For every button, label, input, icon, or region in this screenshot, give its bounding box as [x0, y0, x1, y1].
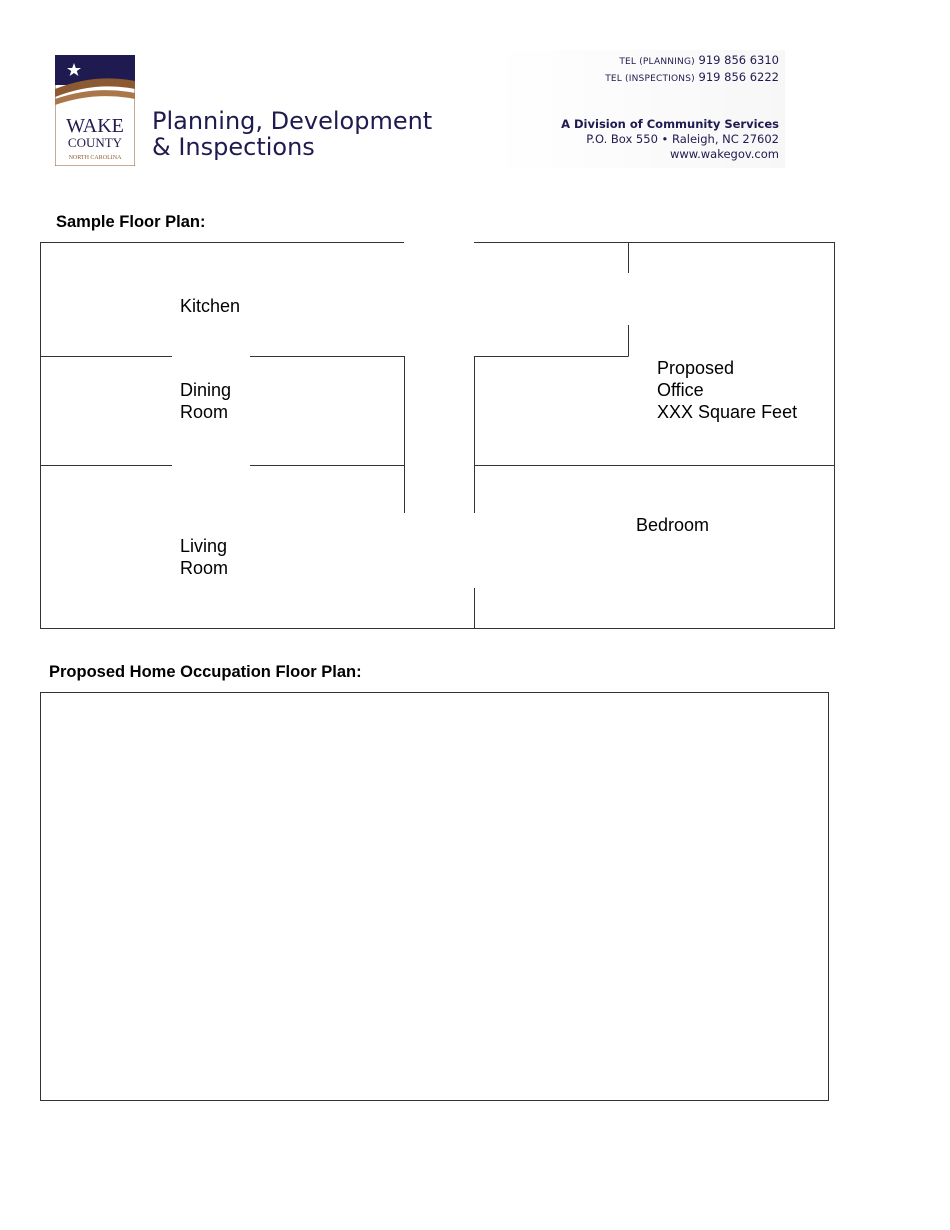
phone-inspections-label: TEL (INSPECTIONS) — [605, 74, 695, 84]
room-label-kitchen: Kitchen — [180, 296, 241, 316]
svg-text:NORTH CAROLINA: NORTH CAROLINA — [68, 155, 122, 161]
room-label-bedroom: Bedroom — [636, 515, 710, 535]
room-label-dining: Dining Room — [180, 380, 232, 422]
phone-inspections-number: 919 856 6222 — [698, 70, 779, 84]
proposed-floor-plan-drawing-area[interactable] — [40, 692, 829, 1101]
department-name-line1: Planning, Development — [152, 107, 433, 135]
website-link[interactable]: www.wakegov.com — [669, 147, 779, 161]
phone-planning-number: 919 856 6310 — [698, 53, 779, 67]
svg-text:COUNTY: COUNTY — [67, 135, 123, 150]
room-label-living: Living Room — [180, 536, 229, 578]
sample-floor-plan-heading: Sample Floor Plan: — [56, 213, 206, 231]
postal-address: P.O. Box 550 • Raleigh, NC 27602 — [586, 132, 779, 146]
department-name-line2: & Inspections — [152, 133, 315, 161]
svg-text:WAKE: WAKE — [66, 115, 124, 137]
phone-planning-label: TEL (PLANNING) — [619, 57, 695, 67]
division-name: A Division of Community Services — [561, 117, 779, 131]
proposed-floor-plan-heading: Proposed Home Occupation Floor Plan: — [49, 663, 362, 681]
room-label-proposed-office: Proposed Office XXX Square Feet — [657, 358, 798, 422]
